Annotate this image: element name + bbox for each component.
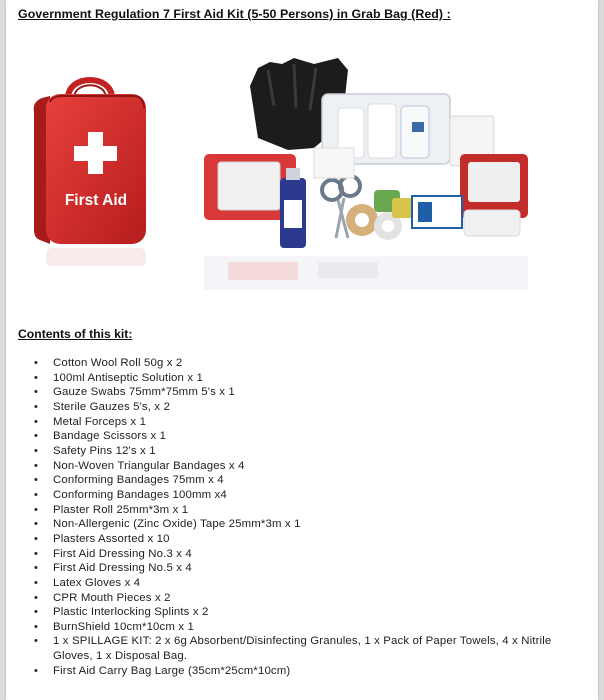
list-item: • BurnShield 10cm*10cm x 1 [30, 620, 590, 635]
list-item: • Non-Allergenic (Zinc Oxide) Tape 25mm*3m x 1 [30, 517, 590, 532]
list-item: • Gauze Swabs 75mm*75mm 5's x 1 [30, 385, 590, 400]
list-item: • Cotton Wool Roll 50g x 2 [30, 356, 590, 371]
list-item: • 1 x SPILLAGE KIT: 2 x 6g Absorbent/Disinfecting Granules, 1 x Pack of Paper Towels, 4 x Nitrile Gloves, 1 x Disposal Bag. [30, 634, 590, 663]
list-item: • 100ml Antiseptic Solution x 1 [30, 371, 590, 386]
page-title: Government Regulation 7 First Aid Kit (5-50 Persons) in Grab Bag (Red) : [18, 7, 451, 21]
kit-contents-image [198, 50, 532, 295]
list-item: • First Aid Dressing No.3 x 4 [30, 547, 590, 562]
list-item: • Latex Gloves x 4 [30, 576, 590, 591]
document-page [6, 0, 598, 700]
list-item: • Plastic Interlocking Splints x 2 [30, 605, 590, 620]
list-item: • Plaster Roll 25mm*3m x 1 [30, 503, 590, 518]
list-item: • Sterile Gauzes 5's, x 2 [30, 400, 590, 415]
contents-heading: Contents of this kit: [18, 327, 133, 341]
list-item: • Safety Pins 12's x 1 [30, 444, 590, 459]
list-item: • First Aid Dressing No.5 x 4 [30, 561, 590, 576]
contents-list [30, 356, 590, 678]
bag-label-text: First Aid [64, 192, 128, 209]
list-item: • Metal Forceps x 1 [30, 415, 590, 430]
first-aid-bag-image [28, 72, 152, 272]
list-item: • Conforming Bandages 100mm x4 [30, 488, 590, 503]
list-item: • Plasters Assorted x 10 [30, 532, 590, 547]
list-item: • Non-Woven Triangular Bandages x 4 [30, 459, 590, 474]
list-item: • CPR Mouth Pieces x 2 [30, 591, 590, 606]
list-item: • Conforming Bandages 75mm x 4 [30, 473, 590, 488]
list-item: • First Aid Carry Bag Large (35cm*25cm*10cm) [30, 664, 590, 679]
list-item: • Bandage Scissors x 1 [30, 429, 590, 444]
